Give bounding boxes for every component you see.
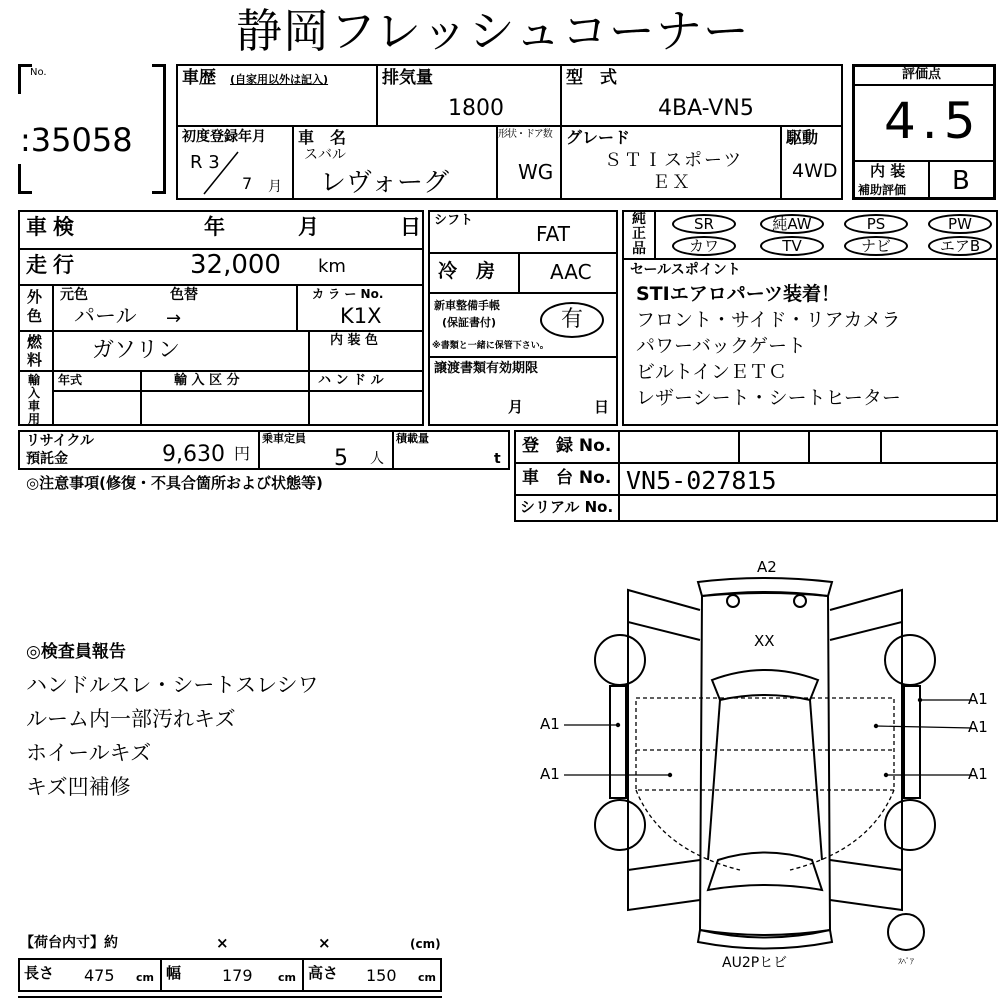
- score-value: 4.5: [884, 92, 982, 150]
- cargo-unit: (cm): [410, 937, 441, 951]
- sales-point-1: STIエアロパーツ装着！: [636, 283, 840, 305]
- first-reg-slash: [200, 150, 240, 196]
- first-reg-month: 7: [242, 174, 253, 193]
- grade-line2: ＥＸ: [652, 172, 692, 193]
- exterior-label: 外色: [27, 288, 43, 325]
- mileage-label: 走行: [26, 253, 80, 277]
- manual-value: 有: [540, 302, 604, 338]
- damage-left-1: A1: [540, 715, 560, 733]
- sales-point-2: フロント・サイド・リアカメラ: [636, 309, 901, 331]
- equip-tv: TV: [760, 236, 824, 256]
- transfer-day: 日: [594, 398, 610, 416]
- load-unit: t: [494, 451, 501, 467]
- name-label: 車 名: [298, 128, 347, 147]
- grade-label: グレード: [566, 128, 631, 147]
- interior-color-label: 内 装 色: [330, 333, 379, 348]
- inspector-line-2: ルーム内一部汚れキズ: [26, 707, 236, 731]
- cargo-width-unit: cm: [278, 971, 296, 984]
- inspector-line-3: ホイールキズ: [26, 741, 152, 765]
- color-no-label: カ ラ ー No.: [312, 287, 384, 301]
- equip-ps: PS: [844, 214, 908, 234]
- serial-label: シリアル No.: [520, 498, 614, 516]
- cargo-length-unit: cm: [136, 971, 154, 984]
- damage-right-2: A1: [968, 718, 988, 736]
- number-box: [18, 64, 166, 194]
- cargo-x1: ×: [216, 934, 229, 952]
- displacement-label: 排気量: [382, 68, 433, 88]
- month-label: 月: [298, 215, 319, 239]
- inspector-line-1: ハンドルスレ・シートスレシワ: [26, 673, 319, 697]
- no-label: No.: [30, 67, 47, 78]
- equip-leather: カワ: [672, 236, 736, 256]
- fuel-value: ガソリン: [92, 338, 181, 363]
- spare-label: ｽﾍﾟｱ: [898, 957, 914, 966]
- cargo-length-value: 475: [84, 966, 115, 985]
- car-name: レヴォーグ: [320, 168, 449, 198]
- sales-point-4: ビルトインＥＴＣ: [636, 361, 788, 383]
- cargo-height-unit: cm: [418, 971, 436, 984]
- damage-right-1: A1: [968, 690, 988, 708]
- interior-label2: 補助評価: [858, 183, 907, 197]
- cargo-length-label: 長さ: [24, 964, 55, 982]
- ac-value: AAC: [550, 260, 592, 284]
- cargo-width-label: 幅: [166, 964, 182, 982]
- shape-value: WG: [518, 160, 554, 184]
- manual-label1: 新車整備手帳: [434, 299, 500, 312]
- history-label: 車歴: [182, 68, 216, 88]
- cargo-height-label: 高さ: [308, 964, 339, 982]
- first-reg-label: 初度登録年月: [182, 129, 266, 145]
- color-arrow: →: [166, 308, 182, 329]
- drive-value: 4WD: [792, 160, 838, 182]
- equipment-label: 純正品: [632, 211, 646, 257]
- fuel-label: 燃料: [27, 333, 43, 369]
- page-title: 静岡フレッシュコーナー: [236, 4, 750, 58]
- equip-sr: SR: [672, 214, 736, 234]
- first-reg-era: R 3: [190, 152, 220, 173]
- color-value: パール: [74, 304, 137, 328]
- cargo-x2: ×: [318, 934, 331, 952]
- import-class-label: 輸 入 区 分: [174, 373, 240, 388]
- import-label: 輸入車用: [28, 373, 41, 426]
- capacity-unit: 人: [370, 451, 384, 467]
- inspector-line-4: キズ凹補修: [26, 775, 131, 799]
- drive-label: 駆動: [786, 128, 819, 147]
- orig-color-label: 元色: [60, 287, 88, 303]
- no-value: :35058: [20, 121, 133, 159]
- manual-note: ※書類と一緒に保管下さい。: [432, 341, 549, 351]
- interior-value: B: [952, 166, 970, 196]
- equip-aw: 純AW: [760, 214, 824, 234]
- recycle-label1: リサイクル: [26, 433, 95, 449]
- recycle-label2: 預託金: [26, 451, 68, 467]
- shape-label: 形状・ドア数: [498, 129, 552, 140]
- transfer-month: 月: [508, 398, 524, 416]
- handle-label: ハ ン ド ル: [318, 373, 384, 388]
- sales-point-3: パワーバックゲート: [636, 335, 807, 357]
- first-reg-month-unit: 月: [268, 179, 282, 195]
- inspection-label: 車検: [26, 215, 80, 239]
- ac-label: 冷 房: [438, 260, 496, 282]
- color-no-value: K1X: [340, 304, 382, 328]
- transfer-label: 譲渡書類有効期限: [434, 361, 539, 376]
- damage-front-bumper: AU2Pヒビ: [722, 955, 788, 971]
- cargo-height-value: 150: [366, 966, 397, 985]
- mileage-value: 32,000: [190, 250, 281, 280]
- equip-airbag: エアB: [928, 236, 992, 256]
- inspector-title: ◎検査員報告: [26, 642, 126, 662]
- damage-right-3: A1: [968, 765, 988, 783]
- mileage-unit: km: [318, 256, 346, 277]
- sales-points-label: セールスポイント: [630, 262, 741, 278]
- displacement-value: 1800: [448, 96, 504, 121]
- shift-value: FAT: [536, 222, 571, 246]
- shift-label: シフト: [434, 213, 474, 228]
- score-label: 評価点: [902, 67, 942, 82]
- year-label: 年: [204, 215, 225, 239]
- capacity-value: 5: [334, 446, 348, 471]
- damage-xx: XX: [754, 632, 775, 650]
- equip-pw: PW: [928, 214, 992, 234]
- damage-a2: A2: [757, 558, 777, 576]
- chassis-label: 車 台 No.: [522, 468, 612, 488]
- recycle-unit: 円: [234, 444, 251, 463]
- car-damage-diagram: [540, 560, 1000, 980]
- damage-left-2: A1: [540, 765, 560, 783]
- recycle-value: 9,630: [162, 442, 225, 467]
- interior-label1: 内 装: [870, 162, 906, 180]
- day-label: 日: [400, 215, 421, 239]
- equip-navi: ナビ: [844, 236, 908, 256]
- import-year-label: 年式: [58, 373, 83, 387]
- load-label: 積載量: [396, 432, 429, 445]
- chassis-value: VN5-027815: [626, 466, 777, 495]
- capacity-label: 乗車定員: [262, 432, 306, 445]
- cargo-width-value: 179: [222, 966, 253, 985]
- caution-label: ◎注意事項(修復・不具合箇所および状態等): [26, 474, 323, 492]
- maker: スバル: [304, 147, 346, 163]
- sales-point-5: レザーシート・シートヒーター: [636, 387, 901, 409]
- reg-no-label: 登 録 No.: [522, 436, 612, 456]
- model-label: 型 式: [566, 68, 617, 88]
- history-note: (自家用以外は記入): [230, 73, 329, 86]
- model-value: 4BA-VN5: [658, 96, 754, 121]
- repaint-label: 色替: [170, 287, 198, 303]
- manual-label2: (保証書付): [442, 316, 497, 329]
- grade-line1: ＳＴＩスポーツ: [604, 150, 744, 171]
- cargo-title: 【荷台内寸】約: [20, 935, 118, 951]
